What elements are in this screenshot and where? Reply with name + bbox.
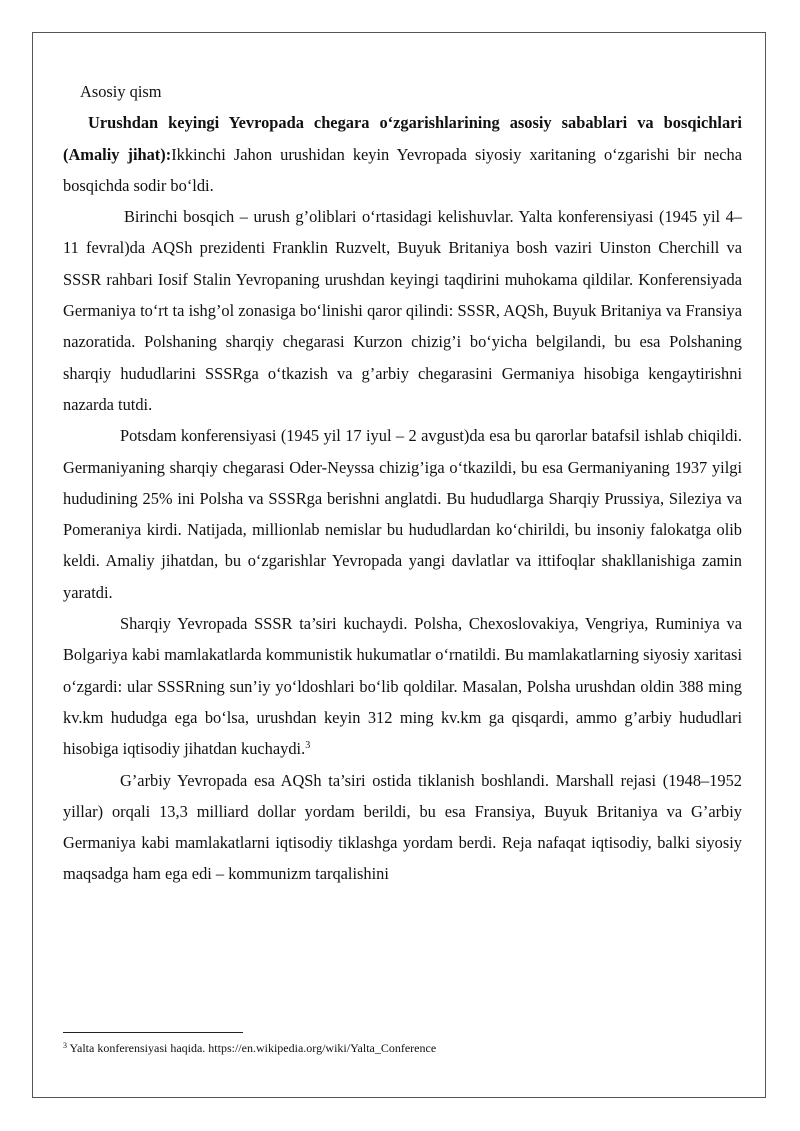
- paragraph-yalta: Birinchi bosqich – urush g’oliblari o‘rtasidagi kelishuvlar. Yalta konferensiyasi (1945 yil 4–11 fevral)da AQSh prezidenti Franklin Ruzvelt, Buyuk Britaniya bosh vaziri Uinston Cherchill va SSSR rahbari Iosif Stalin Yevropaning urushdan keyingi taqdirini muhokama qildilar. Konferensiyada Germaniya to‘rt ta ishg’ol zonasiga bo‘linishi qaror qilindi: SSSR, AQSh, Buyuk Britaniya va Fransiya nazoratida. Polshaning sharqiy chegarasi Kurzon chizig’i bo‘yicha belgilandi, bu esa Polshaning sharqiy hududlarini SSSRga o‘tkazish va g’arbiy chegarasini Germaniya hisobiga kengaytirishni nazarda tutdi.: [63, 207, 742, 414]
- paragraph-western-europe: G’arbiy Yevropada esa AQSh ta’siri ostida tiklanish boshlandi. Marshall rejasi (1948–1952 yillar) orqali 13,3 milliard dollar yordam berildi, bu esa Fransiya, Buyuk Britaniya va G’arbiy Germaniya kabi mamlakatlarni iqtisodiy tiklashga yordam berdi. Reja nafaqat iqtisodiy, balki siyosiy maqsadga ham ega edi – kommunizm tarqalishini: [63, 770, 742, 884]
- footnote-reference[interactable]: 3: [305, 740, 311, 752]
- section-title: Urushdan keyingi Yevropada chegara o‘zgarishlarining asosiy sabablari va bosqichlari (Amaliy jihat):: [63, 113, 742, 164]
- intro-paragraph: [63, 107, 742, 201]
- document-body: [63, 76, 742, 890]
- paragraph-eastern-europe: [63, 608, 742, 764]
- footnote-text: Yalta konferensiyasi haqida. https://en.wikipedia.org/wiki/Yalta_Conference: [67, 1041, 437, 1055]
- intro-text: Ikkinchi Jahon urushidan keyin Yevropada siyosiy xaritaning o‘zgarishi bir necha bosqichda sodir bo‘ldi.: [63, 144, 742, 195]
- section-label: Asosiy qism: [80, 82, 162, 101]
- footnote: [63, 1040, 742, 1056]
- paragraph-potsdam: Potsdam konferensiyasi (1945 yil 17 iyul – 2 avgust)da esa bu qarorlar batafsil ishlab chiqildi. Germaniyaning sharqiy chegarasi Oder-Neyssa chizig’iga o‘tkazildi, bu esa Germaniyaning 1937 yilgi hududining 25% ini Polsha va SSSRga berishni anglatdi. Bu hududlarga Sharqiy Prussiya, Sileziya va Pomeraniya kirdi. Natijada, millionlab nemislar bu hududlardan ko‘chirildi, bu insoniy falokatga olib keldi. Amaliy jihatdan, bu o‘zgarishlar Yevropada yangi davlatlar va ittifoqlar shakllanishiga zamin yaratdi.: [63, 426, 742, 602]
- footnote-number: 3: [63, 1041, 67, 1050]
- footnote-separator: [63, 1032, 243, 1033]
- paragraph-eastern-europe-text: Sharqiy Yevropada SSSR ta’siri kuchaydi. Polsha, Chexoslovakiya, Vengriya, Ruminiya va Bolgariya kabi mamlakatlarda kommunistik hukumatlar o‘rnatildi. Bu mamlakatlarning siyosiy xaritasi o‘zgardi: ular SSSRning sun’iy yo‘ldoshlari bo‘lib qoldilar. Masalan, Polsha urushdan oldin 388 ming kv.km hududga ega bo‘lsa, urushdan keyin 312 ming kv.km ga qisqardi, ammo g’arbiy hududlari hisobiga iqtisodiy jihatdan kuchaydi.: [63, 614, 742, 759]
